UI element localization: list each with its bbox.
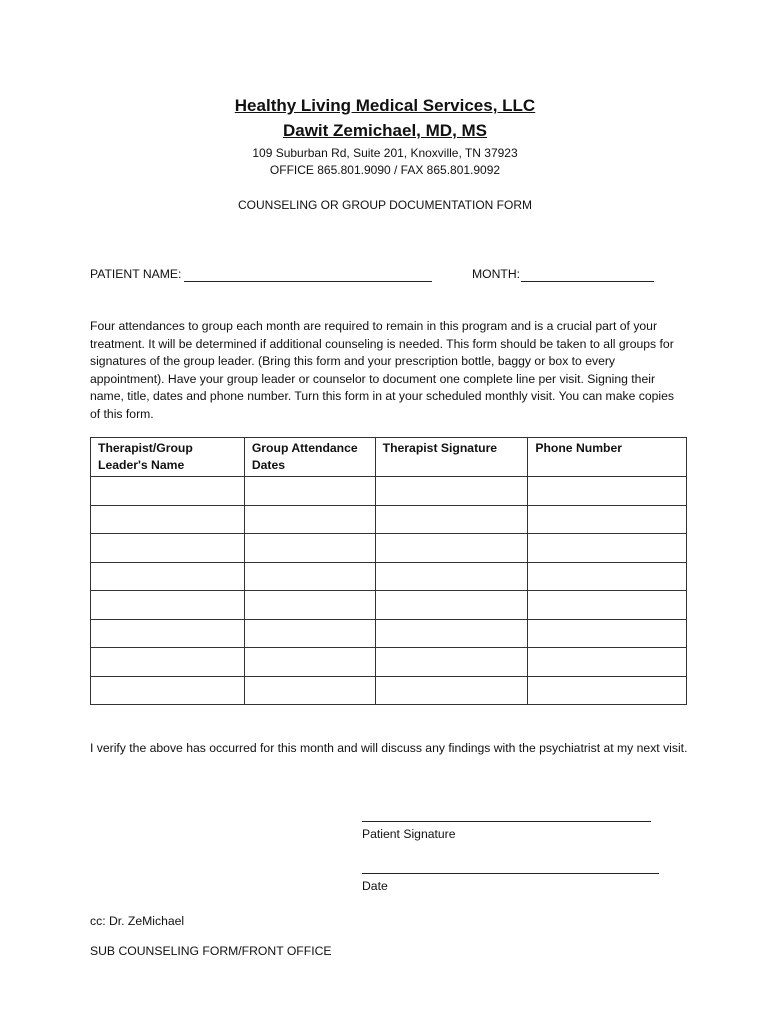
cell-therapist-name[interactable] <box>91 534 245 563</box>
cell-attendance-dates[interactable] <box>244 648 375 677</box>
cell-therapist-signature[interactable] <box>375 676 528 705</box>
attendance-table-header <box>91 438 687 477</box>
cell-therapist-signature[interactable] <box>375 562 528 591</box>
cell-therapist-signature[interactable] <box>375 477 528 506</box>
cell-therapist-name[interactable] <box>91 648 245 677</box>
cell-therapist-signature[interactable] <box>375 591 528 620</box>
header-attendance-dates: Group Attendance Dates <box>244 438 375 477</box>
header-therapist-name: Therapist/Group Leader's Name <box>91 438 245 477</box>
date-label: Date <box>362 879 388 893</box>
cell-attendance-dates[interactable] <box>244 505 375 534</box>
attendance-table <box>90 437 687 705</box>
header-therapist-signature: Therapist Signature <box>375 438 528 477</box>
table-row <box>91 591 687 620</box>
cell-attendance-dates[interactable] <box>244 676 375 705</box>
cell-therapist-name[interactable] <box>91 619 245 648</box>
patient-name-label: PATIENT NAME: <box>90 267 182 281</box>
cell-phone-number[interactable] <box>528 648 687 677</box>
table-row <box>91 505 687 534</box>
office-address: 109 Suburban Rd, Suite 201, Knoxville, TN 37923 <box>252 146 518 160</box>
month-field[interactable] <box>521 267 654 282</box>
cell-attendance-dates[interactable] <box>244 619 375 648</box>
instructions-paragraph: Four attendances to group each month are required to remain in this program and is a crucial part of your treatment. It will be determined if additional counseling is needed. This form should be taken to all groups for signatures of the group leader. (Bring this form and your prescription bottle, baggy or box to every appointment). Have your group leader or counselor to document one complete line per visit. Signing their name, title, dates and phone number. Turn this form in at your scheduled monthly visit. You can make copies of this form. <box>90 319 674 421</box>
table-row <box>91 619 687 648</box>
doctor-name: Dawit Zemichael, MD, MS <box>282 121 488 140</box>
cell-therapist-name[interactable] <box>91 591 245 620</box>
month-label: MONTH: <box>472 267 521 281</box>
cell-attendance-dates[interactable] <box>244 562 375 591</box>
company-name: Healthy Living Medical Services, LLC <box>234 96 536 115</box>
form-title: COUNSELING OR GROUP DOCUMENTATION FORM <box>237 198 532 212</box>
date-line[interactable] <box>362 873 659 874</box>
patient-signature-label: Patient Signature <box>362 827 456 841</box>
cell-phone-number[interactable] <box>528 534 687 563</box>
patient-name-field[interactable] <box>184 267 432 282</box>
cell-attendance-dates[interactable] <box>244 534 375 563</box>
routing-line: SUB COUNSELING FORM/FRONT OFFICE <box>90 944 332 958</box>
table-row <box>91 477 687 506</box>
cell-therapist-name[interactable] <box>91 676 245 705</box>
cell-phone-number[interactable] <box>528 505 687 534</box>
cell-therapist-name[interactable] <box>91 477 245 506</box>
header-phone-number: Phone Number <box>528 438 687 477</box>
cell-phone-number[interactable] <box>528 562 687 591</box>
cell-attendance-dates[interactable] <box>244 477 375 506</box>
table-row <box>91 676 687 705</box>
verification-statement: I verify the above has occurred for this month and will discuss any findings with the psychiatrist at my next visit. <box>90 741 688 755</box>
cell-phone-number[interactable] <box>528 619 687 648</box>
cell-phone-number[interactable] <box>528 477 687 506</box>
table-row <box>91 562 687 591</box>
cell-phone-number[interactable] <box>528 676 687 705</box>
cell-attendance-dates[interactable] <box>244 591 375 620</box>
table-row <box>91 648 687 677</box>
cell-therapist-name[interactable] <box>91 505 245 534</box>
cell-phone-number[interactable] <box>528 591 687 620</box>
office-contact: OFFICE 865.801.9090 / FAX 865.801.9092 <box>269 163 501 177</box>
cell-therapist-name[interactable] <box>91 562 245 591</box>
cc-line: cc: Dr. ZeMichael <box>90 914 185 928</box>
table-row <box>91 534 687 563</box>
cell-therapist-signature[interactable] <box>375 648 528 677</box>
patient-signature-line[interactable] <box>362 821 651 822</box>
cell-therapist-signature[interactable] <box>375 534 528 563</box>
cell-therapist-signature[interactable] <box>375 619 528 648</box>
cell-therapist-signature[interactable] <box>375 505 528 534</box>
